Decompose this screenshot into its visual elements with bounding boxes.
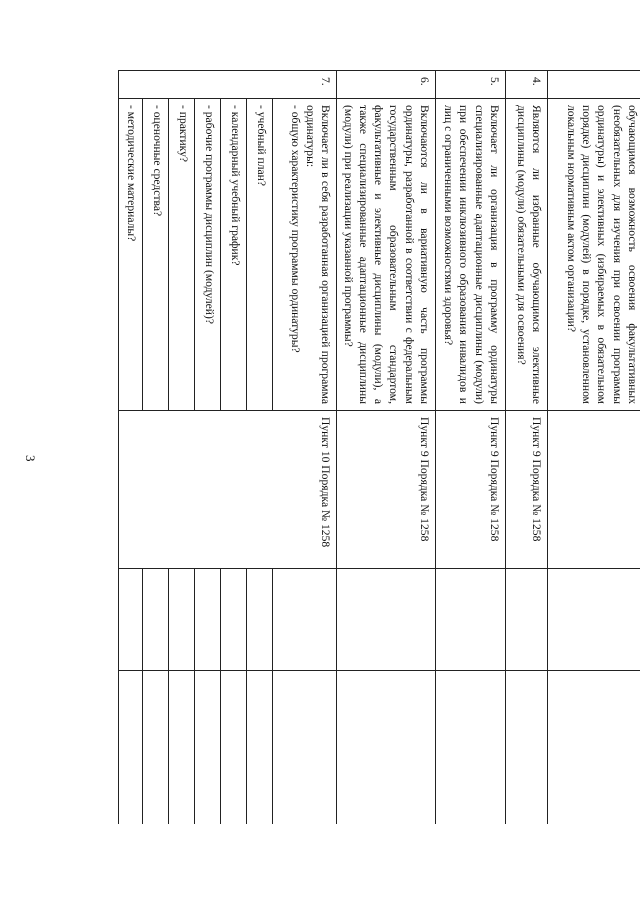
sub-item: - методические материалы? (119, 99, 143, 411)
rotated-page-content (69, 70, 640, 824)
sub-item: - общую характеристику программы ординатуры? (288, 105, 302, 353)
empty-cell (247, 671, 273, 825)
sub-item: - рабочие программы дисциплин (модулей)? (195, 99, 221, 411)
legal-reference: Пункт 9 Порядка № 1258 (436, 411, 506, 569)
empty-cell (143, 671, 169, 825)
empty-cell (195, 671, 221, 825)
question-lead: Включает ли в себя разработанная организацией программа ординатуры: (303, 105, 333, 404)
legal-reference (548, 411, 640, 569)
page-number: 3 (23, 455, 38, 462)
row-number: 6. (337, 71, 436, 99)
table-row (548, 71, 640, 825)
empty-cell (195, 569, 221, 671)
empty-cell (436, 671, 506, 825)
legal-reference: Пункт 9 Порядка № 1258 (506, 411, 548, 569)
empty-cell (273, 569, 337, 671)
empty-cell (548, 569, 640, 671)
empty-cell (273, 671, 337, 825)
sub-item: - календарный учебный график? (221, 99, 247, 411)
empty-cell (221, 569, 247, 671)
empty-cell (169, 569, 195, 671)
empty-cell (337, 671, 436, 825)
empty-cell (119, 671, 143, 825)
row-number: 5. (436, 71, 506, 99)
empty-cell (337, 569, 436, 671)
question-text: Включаются ли в вариативную часть программы ординатуры, разработанной в соответствии с федеральным государственным образовательным стандартом, факультативные и элективные дисциплины (модули), а также специализированные адаптационные дисциплины (модули) при реализации указанной программы? (337, 99, 436, 411)
empty-cell (436, 569, 506, 671)
question-text: обучающимся возможность освоения факультативных (необязательных для изучения при освоении программы ординатуры) и элективных (избираемых в обязательном порядке) дисциплин (модулей) в порядке, установленном локальным нормативным актом организации? (548, 99, 640, 411)
sub-item: - учебный план? (247, 99, 273, 411)
empty-cell (548, 671, 640, 825)
row-number: 4. (506, 71, 548, 99)
empty-cell (169, 671, 195, 825)
empty-cell (247, 569, 273, 671)
legal-reference: Пункт 9 Порядка № 1258 (337, 411, 436, 569)
table-row (506, 71, 548, 825)
row-number (548, 71, 640, 99)
table-row (337, 71, 436, 825)
question-text (273, 99, 337, 411)
empty-cell (143, 569, 169, 671)
checklist-table (118, 70, 640, 824)
sub-item: - оценочные средства? (143, 99, 169, 411)
table-row (273, 71, 337, 825)
empty-cell (506, 569, 548, 671)
sub-item: - практику? (169, 99, 195, 411)
empty-cell (221, 671, 247, 825)
row-number: 7. (119, 71, 337, 99)
question-text: Включает ли организация в программу ординатуры специализированные адаптационные дисциплины (модули) при обеспечении инклюзивного образования инвалидов и лиц с ограниченными возможностями здоровья? (436, 99, 506, 411)
question-text: Являются ли избранные обучающимся элективные дисциплины (модули) обязательными для освоения? (506, 99, 548, 411)
table-row (436, 71, 506, 825)
empty-cell (119, 569, 143, 671)
empty-cell (506, 671, 548, 825)
legal-reference: Пункт 10 Порядка № 1258 (119, 411, 337, 569)
